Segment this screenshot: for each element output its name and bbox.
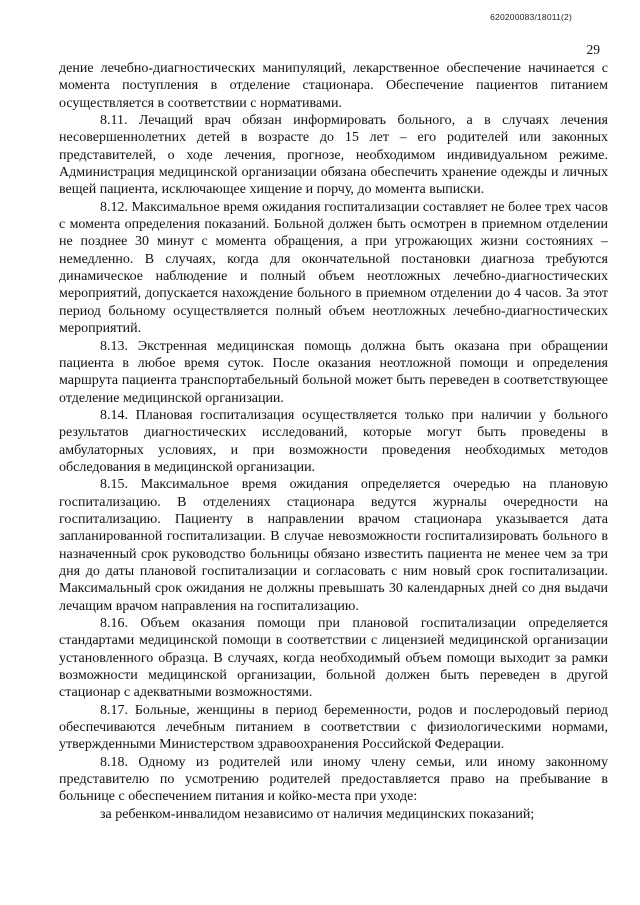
document-code: 620200083/18011(2) [490, 12, 572, 22]
page-number: 29 [586, 42, 600, 57]
paragraph-8-13: 8.13. Экстренная медицинская помощь должна быть оказана при обращении пациента в любое время суток. После оказания неотложной помощи и определения маршрута пациента транспортабельный больной может быть переведен в соответствующее отделение медицинской организации. [59, 338, 608, 406]
paragraph-8-18: 8.18. Одному из родителей или иному члену семьи, или иному законному представителю по усмотрению родителей предоставляется право на пребывание в больнице с обеспечением питания и койко-места при уходе: [59, 754, 608, 805]
paragraph-8-12: 8.12. Максимальное время ожидания госпитализации составляет не более трех часов с момента определения показаний. Больной должен быть осмотрен в приемном отделении не позднее 30 минут с момента обращения, а при угрожающих жизни состояниях – немедленно. В случаях, когда для окончательной постановки диагноза требуются динамическое наблюдение и полный объем неотложных лечебно-диагностических мероприятий, допускается нахождение больного в приемном отделении до 4 часов. За этот период больному осуществляется полный объем неотложных лечебно-диагностических мероприятий. [59, 199, 608, 337]
paragraph-continuation: дение лечебно-диагностических манипуляций, лекарственное обеспечение начинается с момента поступления в отделение стационара. Обеспечение пациентов питанием осуществляется в соответствии с нормативами. [59, 61, 608, 111]
document-body [59, 60, 608, 823]
paragraph-list-item: за ребенком-инвалидом независимо от наличия медицинских показаний; [100, 806, 535, 822]
paragraph-8-16: 8.16. Объем оказания помощи при плановой госпитализации определяется стандартами медицинской помощи в соответствии с лицензией медицинской организации установленного образца. В случаях, когда необходимый объем помощи выходит за рамки возможности медицинской организации, больной должен быть переведен в другой стационар с адекватными возможностями. [59, 616, 608, 701]
paragraph-8-14: 8.14. Плановая госпитализация осуществляется только при наличии у больного результатов диагностических исследований, которые могут быть проведены в амбулаторных условиях, и при возможности проведения необходимых методов обследования в медицинской организации. [59, 407, 608, 475]
paragraph-8-11: 8.11. Лечащий врач обязан информировать больного, а в случаях лечения несовершеннолетних детей в возрасте до 15 лет – его родителей или законных представителей, о ходе лечения, прогнозе, необходимом индивидуальном режиме. Администрация медицинской организации обязана обеспечить хранение одежды и личных вещей пациента, исключающее хищение и порчу, до момента выписки. [59, 113, 608, 198]
paragraph-8-15: 8.15. Максимальное время ожидания определяется очередью на плановую госпитализацию. В отделениях стационара ведутся журналы очередности на госпитализацию. Пациенту в направлении врачом стационара указывается дата запланированной госпитализации. В случае невозможности госпитализировать больного в назначенный срок руководство больницы обязано известить пациента не менее чем за три дня до даты плановой госпитализации и согласовать с ним новый срок госпитализации. Максимальный срок ожидания не должны превышать 30 календарных дней со дня выдачи лечащим врачом направления на госпитализацию. [59, 477, 608, 614]
paragraph-8-17: 8.17. Больные, женщины в период беременности, родов и послеродовый период обеспечиваются лечебным питанием в соответствии с физиологическими нормами, утвержденными Министерством здравоохранения Российской Федерации. [59, 702, 608, 753]
